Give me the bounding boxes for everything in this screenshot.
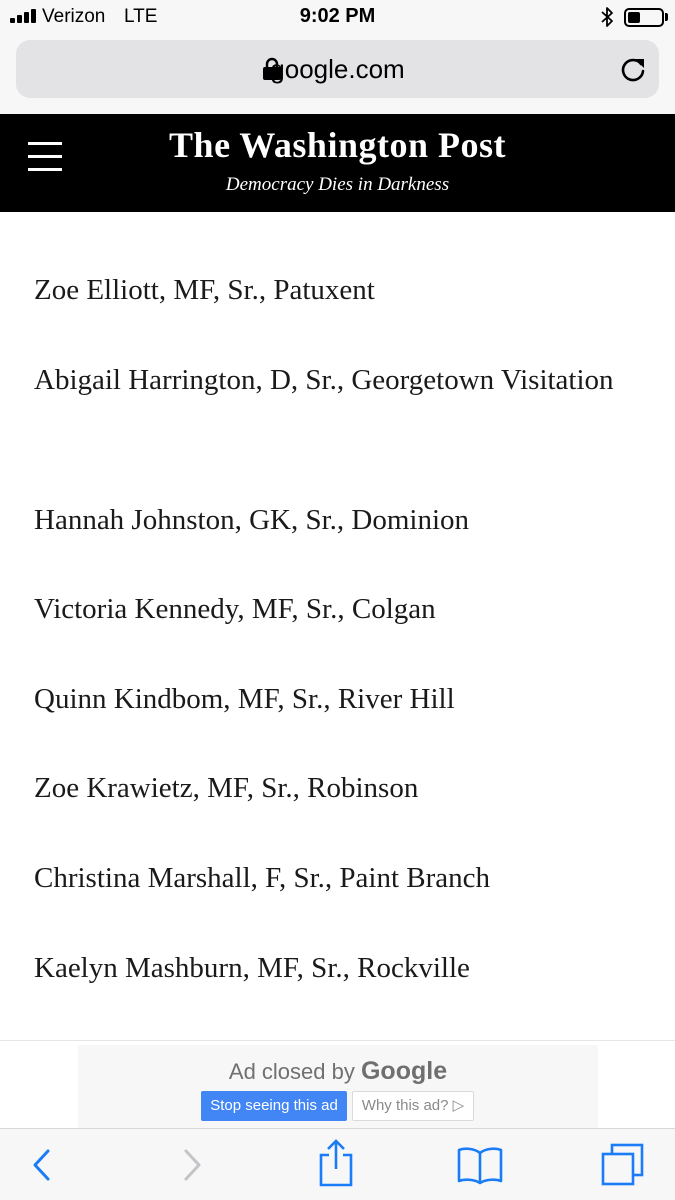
why-this-ad-button[interactable] (352, 1091, 474, 1121)
list-item: Kaelyn Mashburn, MF, Sr., Rockville (34, 952, 470, 984)
ad-closed-panel (78, 1045, 598, 1129)
ad-container (0, 1040, 675, 1128)
reload-icon[interactable] (619, 56, 647, 84)
forward-icon[interactable] (180, 1145, 204, 1185)
battery-icon (624, 8, 664, 27)
battery-nub (665, 13, 668, 21)
browser-address-area (0, 34, 675, 114)
tabs-icon[interactable] (600, 1143, 646, 1187)
list-item: Christina Marshall, F, Sr., Paint Branch (34, 862, 491, 894)
list-item: Quinn Kindbom, MF, Sr., River Hill (34, 683, 455, 715)
carrier-name: Verizon (42, 6, 106, 27)
bookmarks-icon[interactable] (456, 1145, 504, 1185)
status-time: 9:02 PM (299, 5, 376, 27)
site-header (0, 114, 675, 212)
masthead-logo[interactable]: The Washington Post (169, 125, 506, 165)
adchoices-icon: ▷ (452, 1097, 465, 1114)
list-item: Zoe Elliott, MF, Sr., Patuxent (34, 274, 375, 306)
url-text[interactable]: google.com (270, 54, 405, 84)
status-bar (0, 0, 675, 34)
browser-toolbar (0, 1128, 675, 1200)
address-bar[interactable] (16, 40, 659, 98)
ad-closed-text (78, 1057, 598, 1086)
network-type: LTE (124, 6, 158, 27)
share-icon[interactable] (318, 1139, 354, 1187)
list-item: Zoe Krawietz, MF, Sr., Robinson (34, 772, 419, 804)
why-this-ad-label: Why this ad? (361, 1097, 449, 1114)
ad-closed-prefix: Ad closed by (228, 1059, 355, 1084)
stop-seeing-ad-button[interactable]: Stop seeing this ad (201, 1091, 347, 1121)
list-item: Hannah Johnston, GK, Sr., Dominion (34, 504, 469, 536)
article-body (0, 212, 675, 1040)
back-icon[interactable] (30, 1145, 54, 1185)
bluetooth-icon (600, 6, 614, 28)
list-item: Victoria Kennedy, MF, Sr., Colgan (34, 593, 436, 625)
google-logo: Google (360, 1057, 448, 1085)
battery-level (628, 12, 640, 23)
tagline: Democracy Dies in Darkness (225, 174, 450, 195)
list-item: Abigail Harrington, D, Sr., Georgetown Visitation (34, 364, 614, 396)
